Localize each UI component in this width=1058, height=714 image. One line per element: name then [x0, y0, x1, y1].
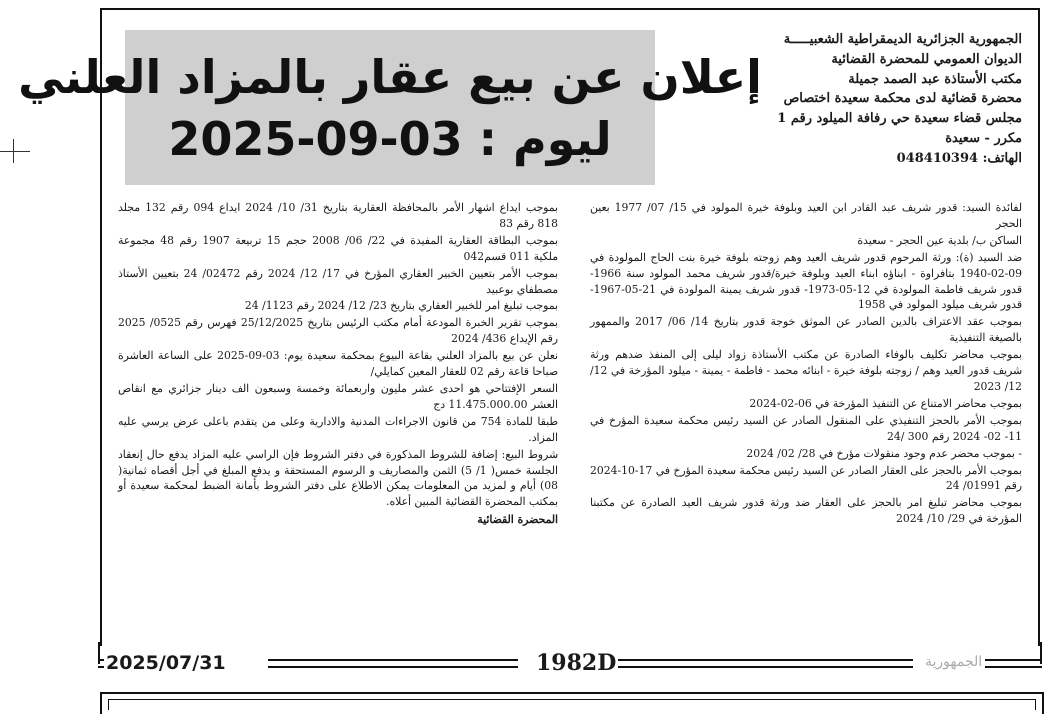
- footer-code: 1982D: [536, 650, 617, 676]
- frame-border-top: [100, 8, 1040, 10]
- next-notice-box: [100, 692, 1044, 714]
- footer-bar: [100, 646, 1040, 676]
- paragraph: ضد السيد (ة): ورثة المرحوم قدور شريف العيد وهم زوجته بلوفة خيرة بنت الحاج المولودة في 09-02-1940 بتافراوة - ابناؤه ابناء العيد وبلوفة خيرة/قدور شريف محمد المولود سنة 1966- قدور شريف فاطمة المولودة في 12-05-1973- قدور شريف يمينة المولودة في 21-05-1967- قدور شريف ميلود المولود في 1958: [590, 250, 1022, 312]
- paragraph: بموجب البطاقة العقارية المفيدة في 22/ 06/ 2008 حجم 15 تربيعة 1907 رقم 48 مجموعة ملكية 011 قسم042: [118, 233, 558, 263]
- paragraph: نعلن عن بيع بالمزاد العلني بقاعة البيوع بمحكمة سعيدة يوم: 03-09-2025 على الساعة العاشرة صباحا قاعة رقم 02 للعقار المعين كمايلي/: [118, 349, 559, 379]
- footer-rule: [268, 659, 518, 668]
- header-line: مكتب الأستاذة عبد الصمد جميلة: [848, 71, 1022, 87]
- next-notice-inner-border: [108, 699, 1036, 710]
- paragraph: السعر الإفتتاحي هو احدى عشر مليون واربعمائة وخمسة وسبعون الف دينار جزائري مع انقاص العشر 11.475.000.00 دج: [118, 381, 558, 411]
- paragraph: شروط البيع: إضافة للشروط المذكورة في دفتر الشروط فإن الراسي عليه المزاد يدفع حال إنعقاد الجلسة خمس( 1/ 5) الثمن والمصاريف و الرسوم المستحقة و يدفع المبلغ في أجل أقصاه ثمانية( 08) أيام و لمزيد من المعلومات يمكن الاطلاع على دفتر الشروط بأمانة الضبط لمحكمة سعيدة أو بمكتب المحضرة القضائية المبين أعلاه.: [118, 447, 559, 509]
- paragraph: بموجب عقد الاعتراف بالدين الصادر عن الموثق خوجة قدور بتاريخ 14/ 06/ 2017 والممهور بالصيغة التنفيذية: [590, 315, 1022, 345]
- notice-banner: [18, 30, 762, 185]
- paragraph: بموجب ايداع اشهار الأمر بالمحافظة العقارية بتاريخ 31/ 10/ 2024 ايداع 094 رقم 132 مجلد 818 رقم 83: [118, 201, 558, 230]
- paragraph: بموجب الأمر بالحجز التنفيذي على المنقول الصادر عن السيد رئيس محكمة سعيدة المؤرخ في 11- 02- 2024 رقم 300 /24: [590, 413, 1022, 443]
- notice-frame: [18, 8, 1040, 686]
- paragraph: لفائدة السيد: قدور شريف عبد القادر ابن العيد وبلوفة خيرة المولود في 15/ 07/ 1977 بعين الحجر: [590, 201, 1022, 230]
- banner-title: إعلان عن بيع عقار بالمزاد العلني: [18, 49, 762, 104]
- paragraph: بموجب الأمر بالحجز على العقار الصادر عن السيد رئيس محكمة سعيدة المؤرخ في 17-10-2024 رقم 01991/ 24: [590, 463, 1022, 493]
- frame-border-right: [1038, 8, 1040, 646]
- header-line: مجلس قضاء سعيدة حي رفافة الميلود رقم 1: [777, 111, 1022, 127]
- signature: المحضرة القضائية: [477, 513, 558, 527]
- header-line: الديوان العمومي للمحضرة القضائية: [831, 51, 1022, 67]
- footer-rule: [985, 659, 1042, 668]
- footer-date: 2025/07/31: [106, 652, 226, 674]
- header-line: محضرة قضائية لدى محكمة سعيدة اختصاص: [783, 91, 1022, 107]
- paragraph: - بموجب محضر عدم وجود منقولات مؤرخ في 28/ 02/ 2024: [746, 446, 1022, 460]
- right-column: [590, 200, 1022, 528]
- footer-rule-end: [98, 642, 100, 664]
- office-header: [682, 30, 1022, 169]
- paragraph: بموجب تبليغ امر للخبير العقاري بتاريخ 23/ 12/ 2024 رقم 1123/ 24: [244, 299, 558, 313]
- paragraph: الساكن ب/ بلدية عين الحجر - سعيدة: [857, 233, 1022, 247]
- paragraph: بموجب تقرير الخبرة المودعة أمام مكتب الرئيس بتاريخ 25/12/2025 فهرس رقم 0525/ 2025 رقم الإيداع 436/ 2024: [118, 316, 558, 346]
- left-column: [118, 200, 558, 529]
- footer-rule: [618, 659, 913, 668]
- newspaper-logo: الجمهورية: [925, 654, 983, 670]
- paragraph: بموجب محاضر تكليف بالوفاء الصادرة عن مكتب الأستاذة زواد ليلى إلى المنفذ ضدهم ورثة شريف قدور العيد وهم / زوجته بلوفة خيرة - ابنائه محمد - فاطمة - يمينة - ميلود المؤرخة في 12/ 12/ 2023: [590, 348, 1022, 393]
- crop-mark-horizontal: [0, 151, 30, 152]
- paragraph: بموجب محاضر تبليغ امر بالحجز على العقار ضد ورثة قدور شريف العيد الصادرة عن مكتبنا المؤرخة في 29/ 10/ 2024: [590, 496, 1022, 526]
- header-phone: الهاتف: 048410394: [896, 150, 1022, 166]
- paragraph: بموجب محاضر الامتناع عن التنفيذ المؤرخة في 06-02-2024: [749, 396, 1022, 410]
- header-line: الجمهورية الجزائرية الديمقراطية الشعبيـــــة: [783, 32, 1022, 47]
- banner-date: ليوم : 03-09-2025: [168, 111, 612, 166]
- header-line: مكرر - سعيدة: [945, 130, 1022, 146]
- paragraph: بموجب الأمر بتعيين الخبير العقاري المؤرخ في 17/ 12/ 2024 رقم 02472/ 24 بتعيين الأستاذ مصطفاي بوعبيد: [118, 266, 558, 296]
- crop-mark-vertical: [13, 139, 14, 163]
- paragraph: طبقا للمادة 754 من قانون الاجراءات المدنية والادارية وعلى من يتقدم باعلى عرض يرسي عليه المزاد.: [118, 414, 558, 444]
- footer-rule-end: [1040, 642, 1042, 664]
